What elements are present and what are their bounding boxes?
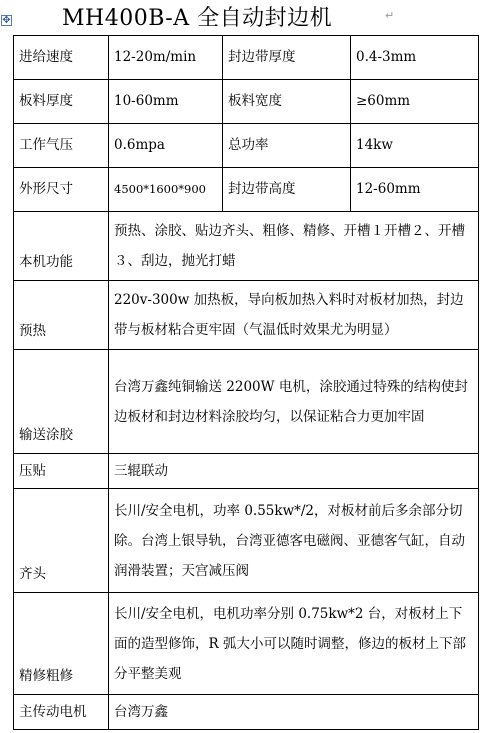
- spec-label: 板料宽度: [223, 80, 351, 124]
- feature-label: 齐头: [14, 489, 109, 593]
- spec-label: 封边带高度: [223, 168, 351, 212]
- spec-value: 12-60mm: [351, 168, 479, 212]
- spec-label: 外形尺寸: [14, 168, 109, 212]
- feature-row: [14, 695, 479, 730]
- feature-row: [14, 281, 479, 350]
- spec-label: 板料厚度: [14, 80, 109, 124]
- feature-description: 长川/安全电机，电机功率分别 0.75kw*2 台，对板材上下面的造型修饰，R 弧大小可以随时调整，修边的板材上下部分平整美观: [109, 593, 479, 695]
- document-title: [62, 1, 395, 32]
- feature-row: [14, 593, 479, 695]
- spec-row: [14, 80, 479, 124]
- spec-label: 进给速度: [14, 36, 109, 80]
- feature-description: 台湾万鑫纯铜输送 2200W 电机，涂胶通过特殊的结构使封边板材和封边材料涂胶均匀，以保证粘合力更加牢固: [109, 350, 479, 454]
- feature-description: 长川/安全电机，功率 0.55kw*/2，对板材前后多余部分切除。台湾上银导轨，台湾亚德客电磁阀、亚德客气缸，自动润滑装置；天宫减压阀: [109, 489, 479, 593]
- spec-row: [14, 168, 479, 212]
- feature-label: 主传动电机: [14, 695, 109, 730]
- spec-value: 14kw: [351, 124, 479, 168]
- spec-label: 封边带厚度: [223, 36, 351, 80]
- feature-description: 三辊联动: [109, 454, 479, 489]
- spec-table: [13, 35, 479, 730]
- feature-label: 压贴: [14, 454, 109, 489]
- feature-row: [14, 489, 479, 593]
- feature-description: 预热、涂胶、贴边齐头、粗修、精修、开槽１开槽２、开槽３、刮边，抛光打蜡: [109, 212, 479, 281]
- feature-label: 输送涂胶: [14, 350, 109, 454]
- spec-value: 0.6mpa: [109, 124, 223, 168]
- spec-value: 12-20m/min: [109, 36, 223, 80]
- feature-row: [14, 212, 479, 281]
- feature-description: 台湾万鑫: [109, 695, 479, 730]
- spec-row: [14, 124, 479, 168]
- paragraph-mark-icon: ↵: [385, 9, 395, 22]
- spec-value: 10-60mm: [109, 80, 223, 124]
- feature-row: [14, 350, 479, 454]
- feature-label: 精修粗修: [14, 593, 109, 695]
- feature-row: [14, 454, 479, 489]
- spec-value: 0.4-3mm: [351, 36, 479, 80]
- table-move-handle-icon[interactable]: ✥: [2, 15, 11, 26]
- feature-label: 预热: [14, 281, 109, 350]
- feature-label: 本机功能: [14, 212, 109, 281]
- feature-description: 220v-300w 加热板，导向板加热入料时对板材加热，封边带与板材粘合更牢固（气温低时效果尤为明显）: [109, 281, 479, 350]
- spec-label: 工作气压: [14, 124, 109, 168]
- spec-row: [14, 36, 479, 80]
- spec-value: 4500*1600*900: [109, 168, 223, 212]
- spec-value: ≥60mm: [351, 80, 479, 124]
- title-text: MH400B-A 全自动封边机: [62, 6, 333, 31]
- spec-label: 总功率: [223, 124, 351, 168]
